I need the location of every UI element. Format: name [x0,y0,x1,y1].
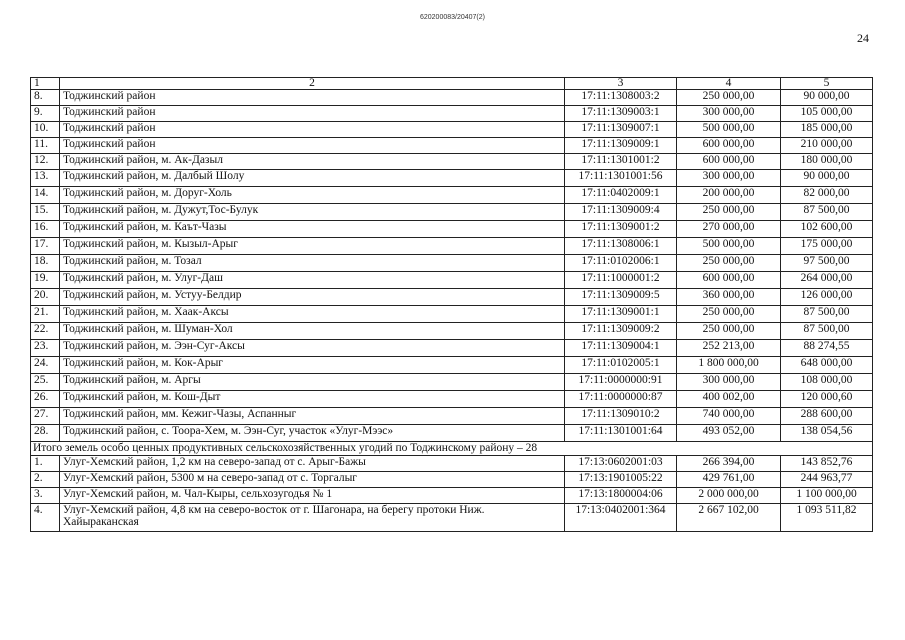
cost-cell: 82 000,00 [781,187,873,204]
cost-cell: 648 000,00 [781,357,873,374]
location-cell: Тоджинский район, м. Устуу-Белдир [60,289,565,306]
row-number-cell: 27. [31,408,60,425]
value-cell: 250 000,00 [677,90,781,106]
cadastral-number-cell: 17:11:1000001:2 [565,272,677,289]
cadastral-number-cell: 17:11:0402009:1 [565,187,677,204]
table-row [31,289,873,306]
value-cell: 600 000,00 [677,272,781,289]
land-plots-table [30,77,873,532]
table-row [31,170,873,187]
page-number: 24 [857,31,869,45]
value-cell: 200 000,00 [677,187,781,204]
location-cell: Тоджинский район, м. Доруг-Холь [60,187,565,204]
value-cell: 429 761,00 [677,472,781,488]
row-number-cell: 12. [31,154,60,170]
cadastral-number-cell: 17:13:1901005:22 [565,472,677,488]
row-number-cell: 18. [31,255,60,272]
cost-cell: 87 500,00 [781,323,873,340]
cost-cell: 102 600,00 [781,221,873,238]
document-code: 620200083/20407(2) [419,14,485,21]
cost-cell: 1 100 000,00 [781,488,873,504]
cadastral-number-cell: 17:13:0602001:03 [565,456,677,472]
location-cell: Тоджинский район, м. Тозал [60,255,565,272]
value-cell: 252 213,00 [677,340,781,357]
cost-cell: 210 000,00 [781,138,873,154]
cost-cell: 244 963,77 [781,472,873,488]
row-number-cell: 20. [31,289,60,306]
row-number-cell: 28. [31,425,60,442]
value-cell: 2 000 000,00 [677,488,781,504]
location-cell: Тоджинский район, м. Аргы [60,374,565,391]
location-cell: Тоджинский район [60,90,565,106]
location-cell: Улуг-Хемский район, 4,8 км на северо-восток от г. Шагонара, на берегу протоки Ниж. Хайыраканская [60,504,565,532]
column-number: 5 [781,78,873,90]
location-cell: Улуг-Хемский район, м. Чал-Кыры, сельхозугодья № 1 [60,488,565,504]
table-row [31,323,873,340]
cadastral-number-cell: 17:11:0000000:87 [565,391,677,408]
value-cell: 740 000,00 [677,408,781,425]
value-cell: 500 000,00 [677,122,781,138]
table-row [31,138,873,154]
value-cell: 493 052,00 [677,425,781,442]
table-row [31,187,873,204]
table-row [31,122,873,138]
location-cell: Тоджинский район [60,122,565,138]
column-number: 3 [565,78,677,90]
row-number-cell: 13. [31,170,60,187]
value-cell: 250 000,00 [677,323,781,340]
table-row [31,340,873,357]
row-number-cell: 26. [31,391,60,408]
value-cell: 250 000,00 [677,204,781,221]
row-number-cell: 10. [31,122,60,138]
cadastral-number-cell: 17:11:1301001:64 [565,425,677,442]
cadastral-number-cell: 17:11:1309009:5 [565,289,677,306]
cost-cell: 87 500,00 [781,306,873,323]
value-cell: 600 000,00 [677,138,781,154]
cadastral-number-cell: 17:11:1309003:1 [565,106,677,122]
column-number: 1 [31,78,60,90]
location-cell: Тоджинский район, м. Дужут,Тос-Булук [60,204,565,221]
value-cell: 300 000,00 [677,106,781,122]
location-cell: Тоджинский район, м. Кызыл-Арыг [60,238,565,255]
table-row [31,272,873,289]
row-number-cell: 17. [31,238,60,255]
cadastral-number-cell: 17:11:1308006:1 [565,238,677,255]
cost-cell: 120 000,60 [781,391,873,408]
cost-cell: 138 054,56 [781,425,873,442]
table-row [31,221,873,238]
cost-cell: 126 000,00 [781,289,873,306]
table-row [31,504,873,532]
table-row [31,456,873,472]
table-row [31,106,873,122]
cost-cell: 288 600,00 [781,408,873,425]
location-cell: Тоджинский район, м. Улуг-Даш [60,272,565,289]
location-cell: Улуг-Хемский район, 1,2 км на северо-запад от с. Арыг-Бажы [60,456,565,472]
row-number-cell: 25. [31,374,60,391]
cost-cell: 87 500,00 [781,204,873,221]
cost-cell: 1 093 511,82 [781,504,873,532]
cadastral-number-cell: 17:11:1309007:1 [565,122,677,138]
cadastral-number-cell: 17:11:1309009:4 [565,204,677,221]
table-row [31,374,873,391]
table-row [31,488,873,504]
cadastral-number-cell: 17:11:1309010:2 [565,408,677,425]
row-number-cell: 19. [31,272,60,289]
location-cell: Тоджинский район [60,106,565,122]
cadastral-number-cell: 17:11:0102005:1 [565,357,677,374]
summary-row [31,442,873,456]
cost-cell: 264 000,00 [781,272,873,289]
row-number-cell: 1. [31,456,60,472]
row-number-cell: 4. [31,504,60,532]
table-row [31,154,873,170]
table-row [31,408,873,425]
row-number-cell: 16. [31,221,60,238]
location-cell: Тоджинский район, м. Хаак-Аксы [60,306,565,323]
cost-cell: 97 500,00 [781,255,873,272]
cost-cell: 105 000,00 [781,106,873,122]
location-cell: Тоджинский район, м. Ээн-Суг-Аксы [60,340,565,357]
row-number-cell: 3. [31,488,60,504]
cadastral-number-cell: 17:11:0102006:1 [565,255,677,272]
cadastral-number-cell: 17:13:0402001:364 [565,504,677,532]
table-row [31,90,873,106]
cadastral-number-cell: 17:11:0000000:91 [565,374,677,391]
cadastral-number-cell: 17:11:1309004:1 [565,340,677,357]
table-row [31,391,873,408]
cadastral-number-cell: 17:11:1309009:2 [565,323,677,340]
row-number-cell: 22. [31,323,60,340]
table-row [31,425,873,442]
row-number-cell: 15. [31,204,60,221]
location-cell: Тоджинский район, м. Кош-Дыт [60,391,565,408]
cadastral-number-cell: 17:11:1309001:1 [565,306,677,323]
table-row [31,204,873,221]
location-cell: Тоджинский район, м. Шуман-Хол [60,323,565,340]
table-row [31,255,873,272]
cadastral-number-cell: 17:13:1800004:06 [565,488,677,504]
value-cell: 500 000,00 [677,238,781,255]
cost-cell: 108 000,00 [781,374,873,391]
table-row [31,357,873,374]
column-number: 2 [60,78,565,90]
row-number-cell: 2. [31,472,60,488]
cadastral-number-cell: 17:11:1308003:2 [565,90,677,106]
column-number-row [31,78,873,90]
table-row [31,472,873,488]
row-number-cell: 14. [31,187,60,204]
value-cell: 250 000,00 [677,306,781,323]
cost-cell: 90 000,00 [781,90,873,106]
row-number-cell: 11. [31,138,60,154]
location-cell: Тоджинский район, с. Тоора-Хем, м. Ээн-Суг, участок «Улуг-Мээс» [60,425,565,442]
row-number-cell: 8. [31,90,60,106]
value-cell: 2 667 102,00 [677,504,781,532]
location-cell: Тоджинский район, м. Далбый Шолу [60,170,565,187]
cost-cell: 175 000,00 [781,238,873,255]
value-cell: 266 394,00 [677,456,781,472]
cadastral-number-cell: 17:11:1301001:2 [565,154,677,170]
location-cell: Тоджинский район, м. Ак-Дазыл [60,154,565,170]
cost-cell: 185 000,00 [781,122,873,138]
value-cell: 1 800 000,00 [677,357,781,374]
value-cell: 360 000,00 [677,289,781,306]
value-cell: 400 002,00 [677,391,781,408]
location-cell: Тоджинский район [60,138,565,154]
cadastral-number-cell: 17:11:1309009:1 [565,138,677,154]
cadastral-number-cell: 17:11:1301001:56 [565,170,677,187]
row-number-cell: 24. [31,357,60,374]
table-row [31,306,873,323]
row-number-cell: 23. [31,340,60,357]
location-cell: Тоджинский район, мм. Кежиг-Чазы, Аспанныг [60,408,565,425]
location-cell: Тоджинский район, м. Каът-Чазы [60,221,565,238]
value-cell: 270 000,00 [677,221,781,238]
value-cell: 300 000,00 [677,374,781,391]
summary-text: Итого земель особо ценных продуктивных сельскохозяйственных угодий по Тоджинскому району – 28 [31,442,873,456]
cost-cell: 88 274,55 [781,340,873,357]
cadastral-number-cell: 17:11:1309001:2 [565,221,677,238]
value-cell: 250 000,00 [677,255,781,272]
value-cell: 600 000,00 [677,154,781,170]
row-number-cell: 21. [31,306,60,323]
cost-cell: 180 000,00 [781,154,873,170]
row-number-cell: 9. [31,106,60,122]
table-row [31,238,873,255]
value-cell: 300 000,00 [677,170,781,187]
column-number: 4 [677,78,781,90]
location-cell: Тоджинский район, м. Кок-Арыг [60,357,565,374]
cost-cell: 143 852,76 [781,456,873,472]
cost-cell: 90 000,00 [781,170,873,187]
location-cell: Улуг-Хемский район, 5300 м на северо-запад от с. Торгалыг [60,472,565,488]
